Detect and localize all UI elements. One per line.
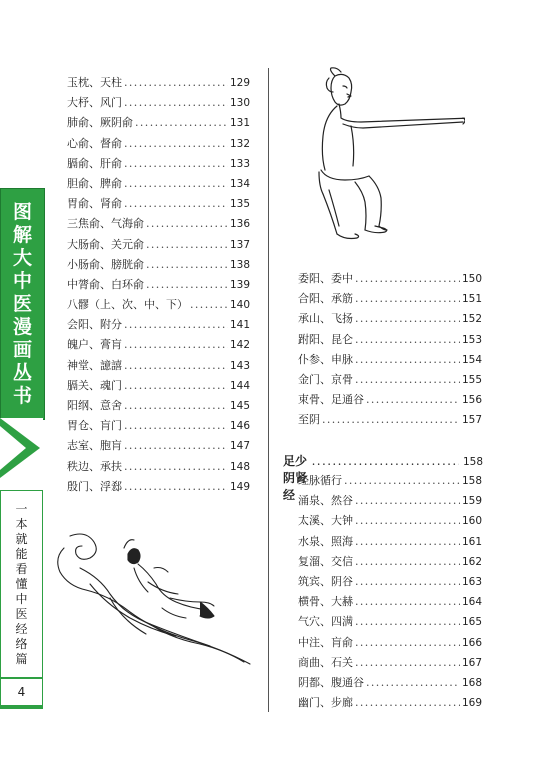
toc-entry-label: 涌泉、然谷 (298, 494, 353, 508)
toc-entry[interactable] (67, 155, 250, 175)
leader-dots (355, 535, 460, 548)
volume-char: 就 (15, 531, 28, 546)
section-title: 足少阴肾经 (283, 454, 308, 502)
toc-entry[interactable] (298, 310, 482, 330)
volume-title (0, 490, 43, 678)
volume-char: 络 (15, 636, 28, 651)
toc-entry-page: 169 (461, 697, 482, 710)
toc-entry-label: 殷门、浮郄 (67, 479, 122, 493)
toc-entry-label: 八髎（上、次、中、下） (67, 298, 188, 312)
toc-entry-page: 138 (229, 258, 250, 271)
sidebar (0, 188, 43, 710)
volume-char: 本 (15, 516, 28, 531)
toc-entry[interactable] (67, 336, 250, 356)
toc-entry[interactable] (298, 411, 482, 431)
leader-dots (355, 353, 460, 366)
toc-entry-label: 肺俞、厥阴俞 (67, 116, 133, 130)
toc-entry[interactable] (298, 512, 482, 532)
toc-entry-label: 仆参、申脉 (298, 352, 353, 366)
series-char: 医 (12, 292, 32, 315)
toc-entry-page: 162 (461, 555, 482, 568)
toc-entry[interactable] (67, 215, 250, 235)
toc-list-left (67, 74, 250, 498)
toc-entry-label: 幽门、步廊 (298, 696, 353, 710)
toc-entry[interactable] (298, 613, 482, 633)
series-char: 书 (12, 384, 32, 407)
leader-dots (355, 272, 460, 285)
volume-char: 能 (15, 546, 28, 561)
series-char: 中 (12, 269, 32, 292)
toc-entry-page: 139 (229, 278, 250, 291)
leader-dots (355, 656, 460, 669)
toc-entry[interactable] (67, 74, 250, 94)
toc-entry-page: 134 (229, 177, 250, 190)
toc-entry-label: 志室、胞肓 (67, 439, 122, 453)
toc-entry-page: 143 (229, 359, 250, 372)
toc-entry-label: 小肠俞、膀胱俞 (67, 257, 144, 271)
toc-entry-label: 魄户、膏肓 (67, 338, 122, 352)
leader-dots (124, 318, 228, 331)
leader-dots (355, 312, 460, 325)
toc-entry[interactable] (298, 492, 482, 512)
volume-char: 医 (15, 606, 28, 621)
toc-entry-label: 胃仓、肓门 (67, 419, 122, 433)
toc-entry[interactable] (298, 694, 482, 714)
toc-entry[interactable] (298, 270, 482, 290)
toc-entry-page: 157 (461, 414, 482, 427)
toc-entry-label: 中膂俞、白环俞 (67, 277, 144, 291)
toc-entry-label: 神堂、譩譆 (67, 358, 122, 372)
toc-entry-page: 129 (229, 77, 250, 89)
toc-list-right-section (298, 472, 482, 714)
toc-entry[interactable] (67, 114, 250, 134)
leader-dots (146, 278, 228, 291)
toc-entry-page: 159 (461, 495, 482, 508)
toc-entry[interactable] (67, 195, 250, 215)
series-char: 大 (12, 246, 32, 269)
toc-entry-page: 154 (461, 353, 482, 366)
toc-entry[interactable] (67, 458, 250, 478)
toc-entry-page: 160 (461, 515, 482, 528)
leader-dots (355, 636, 460, 649)
toc-entry-page: 135 (229, 198, 250, 211)
leader-dots (124, 379, 228, 392)
toc-entry-label: 三焦俞、气海俞 (67, 217, 144, 231)
toc-entry-page: 141 (229, 319, 250, 332)
leader-dots (124, 399, 228, 412)
toc-entry-page: 131 (229, 117, 250, 130)
leader-dots (124, 338, 228, 351)
volume-char: 看 (15, 561, 28, 576)
leader-dots (355, 615, 460, 628)
toc-entry-label: 跗阳、昆仑 (298, 332, 353, 346)
squatting-man-illustration (295, 66, 465, 252)
toc-entry-page: 164 (461, 596, 482, 609)
toc-list-right (298, 270, 482, 432)
toc-entry[interactable] (67, 135, 250, 155)
volume-char: 中 (15, 591, 28, 606)
toc-entry-page: 168 (461, 676, 482, 689)
toc-entry-page: 151 (461, 293, 482, 306)
toc-entry-page: 147 (229, 440, 250, 453)
leader-dots (124, 197, 228, 210)
leader-dots (355, 514, 460, 527)
toc-entry-page: 155 (461, 373, 482, 386)
toc-entry[interactable] (67, 478, 250, 498)
toc-entry[interactable] (298, 371, 482, 391)
section-page: 158 (462, 456, 483, 468)
toc-entry-label: 胃俞、肾俞 (67, 197, 122, 211)
toc-entry-page: 137 (229, 238, 250, 251)
toc-entry-label: 合阳、承筋 (298, 292, 353, 306)
toc-entry-label: 束骨、足通谷 (298, 393, 364, 407)
leader-dots (322, 413, 460, 426)
toc-entry[interactable] (67, 377, 250, 397)
toc-entry-page: 156 (461, 394, 482, 407)
leader-dots (124, 157, 228, 170)
leader-dots (124, 96, 228, 109)
leader-dots (355, 494, 460, 507)
toc-entry[interactable] (298, 593, 482, 613)
toc-entry-page: 161 (461, 535, 482, 548)
toc-entry-page: 153 (461, 333, 482, 346)
toc-entry[interactable] (67, 94, 250, 114)
toc-entry-page: 149 (229, 480, 250, 493)
toc-entry[interactable] (298, 351, 482, 371)
toc-entry-label: 筑宾、阴谷 (298, 574, 353, 588)
toc-entry-label: 至阴 (298, 413, 320, 427)
leader-dots (124, 439, 228, 452)
leader-dots (355, 333, 460, 346)
volume-char: 篇 (15, 651, 28, 666)
toc-entry-label: 太溪、大钟 (298, 514, 353, 528)
leader-dots (124, 177, 228, 190)
toc-entry-page: 158 (461, 475, 482, 487)
toc-entry[interactable] (298, 533, 482, 553)
toc-entry-label: 心俞、督俞 (67, 136, 122, 150)
leader-dots (124, 76, 228, 89)
toc-entry-label: 会阳、附分 (67, 318, 122, 332)
series-char: 解 (12, 223, 32, 246)
toc-entry-page: 163 (461, 575, 482, 588)
toc-entry-label: 中注、肓俞 (298, 635, 353, 649)
leader-dots (135, 116, 228, 129)
series-title (0, 188, 45, 420)
toc-entry-page: 146 (229, 420, 250, 433)
toc-entry-page: 148 (229, 460, 250, 473)
leader-dots (146, 258, 228, 271)
toc-entry-label: 大杼、风门 (67, 96, 122, 110)
toc-entry[interactable] (298, 634, 482, 654)
toc-entry-label: 大肠俞、关元俞 (67, 237, 144, 251)
toc-entry-page: 152 (461, 313, 482, 326)
leader-dots (355, 373, 460, 386)
toc-entry-label: 经脉循行 (298, 474, 342, 487)
series-char: 画 (12, 338, 32, 361)
toc-entry[interactable] (298, 391, 482, 411)
toc-entry[interactable] (298, 331, 482, 351)
volume-char: 懂 (15, 576, 28, 591)
toc-entry[interactable] (67, 316, 250, 336)
toc-entry-label: 胆俞、脾俞 (67, 176, 122, 190)
leader-dots (355, 292, 460, 305)
toc-entry[interactable] (67, 357, 250, 377)
toc-entry[interactable] (67, 397, 250, 417)
leader-dots (366, 676, 460, 689)
leader-dots (146, 238, 228, 251)
leader-dots (124, 359, 228, 372)
toc-entry-label: 复溜、交信 (298, 554, 353, 568)
toc-entry[interactable] (298, 573, 482, 593)
toc-entry-page: 145 (229, 400, 250, 412)
toc-entry-page: 136 (229, 218, 250, 231)
flying-figure-illustration (50, 528, 262, 670)
toc-entry[interactable] (67, 175, 250, 195)
toc-entry-label: 商曲、石关 (298, 655, 353, 669)
toc-entry-page: 166 (461, 636, 482, 649)
toc-entry[interactable] (298, 290, 482, 310)
leader-dots (355, 575, 460, 588)
toc-entry-page: 167 (461, 656, 482, 669)
toc-entry-label: 承山、飞扬 (298, 312, 353, 326)
toc-entry-page: 142 (229, 339, 250, 352)
leader-dots (124, 419, 228, 432)
toc-entry-page: 130 (229, 97, 250, 110)
toc-entry[interactable] (298, 553, 482, 573)
toc-entry[interactable] (67, 256, 250, 276)
toc-entry-label: 气穴、四满 (298, 615, 353, 629)
volume-char: 经 (15, 621, 28, 636)
tab-arrow-icon (0, 418, 43, 478)
toc-entry-label: 玉枕、天柱 (67, 76, 122, 89)
leader-dots (312, 454, 459, 468)
toc-entry-page: 144 (229, 379, 250, 392)
leader-dots (190, 298, 228, 311)
toc-entry-label: 秩边、承扶 (67, 459, 122, 473)
toc-entry-label: 水泉、照海 (298, 534, 353, 548)
toc-entry[interactable] (298, 472, 482, 492)
leader-dots (355, 696, 460, 709)
toc-entry[interactable] (67, 437, 250, 457)
toc-entry-page: 165 (461, 616, 482, 629)
toc-entry-label: 金门、京骨 (298, 372, 353, 386)
toc-entry-page: 140 (229, 299, 250, 312)
toc-entry-label: 横骨、大赫 (298, 595, 353, 609)
leader-dots (124, 480, 228, 493)
leader-dots (124, 460, 228, 473)
toc-entry[interactable] (67, 296, 250, 316)
toc-entry[interactable] (67, 236, 250, 256)
toc-entry-label: 膈俞、肝俞 (67, 156, 122, 170)
toc-entry-label: 委阳、委中 (298, 272, 353, 285)
toc-entry-label: 膈关、魂门 (67, 378, 122, 392)
leader-dots (124, 137, 228, 150)
series-char: 丛 (12, 361, 32, 384)
toc-entry[interactable] (298, 654, 482, 674)
leader-dots (366, 393, 460, 406)
leader-dots (146, 217, 228, 230)
toc-entry-page: 132 (229, 137, 250, 150)
volume-char: 一 (15, 501, 28, 516)
toc-entry[interactable] (67, 276, 250, 296)
series-char: 漫 (12, 315, 32, 338)
toc-entry[interactable] (67, 417, 250, 437)
toc-entry[interactable] (298, 674, 482, 694)
page-number: 4 (0, 678, 43, 709)
series-char: 图 (12, 200, 32, 223)
leader-dots (344, 474, 460, 487)
toc-entry-label: 阳纲、意舍 (67, 399, 122, 412)
column-divider (268, 68, 269, 712)
toc-entry-label: 阴都、腹通谷 (298, 675, 364, 689)
toc-entry-page: 133 (229, 157, 250, 170)
leader-dots (355, 595, 460, 608)
toc-entry-page: 150 (461, 273, 482, 285)
leader-dots (355, 555, 460, 568)
